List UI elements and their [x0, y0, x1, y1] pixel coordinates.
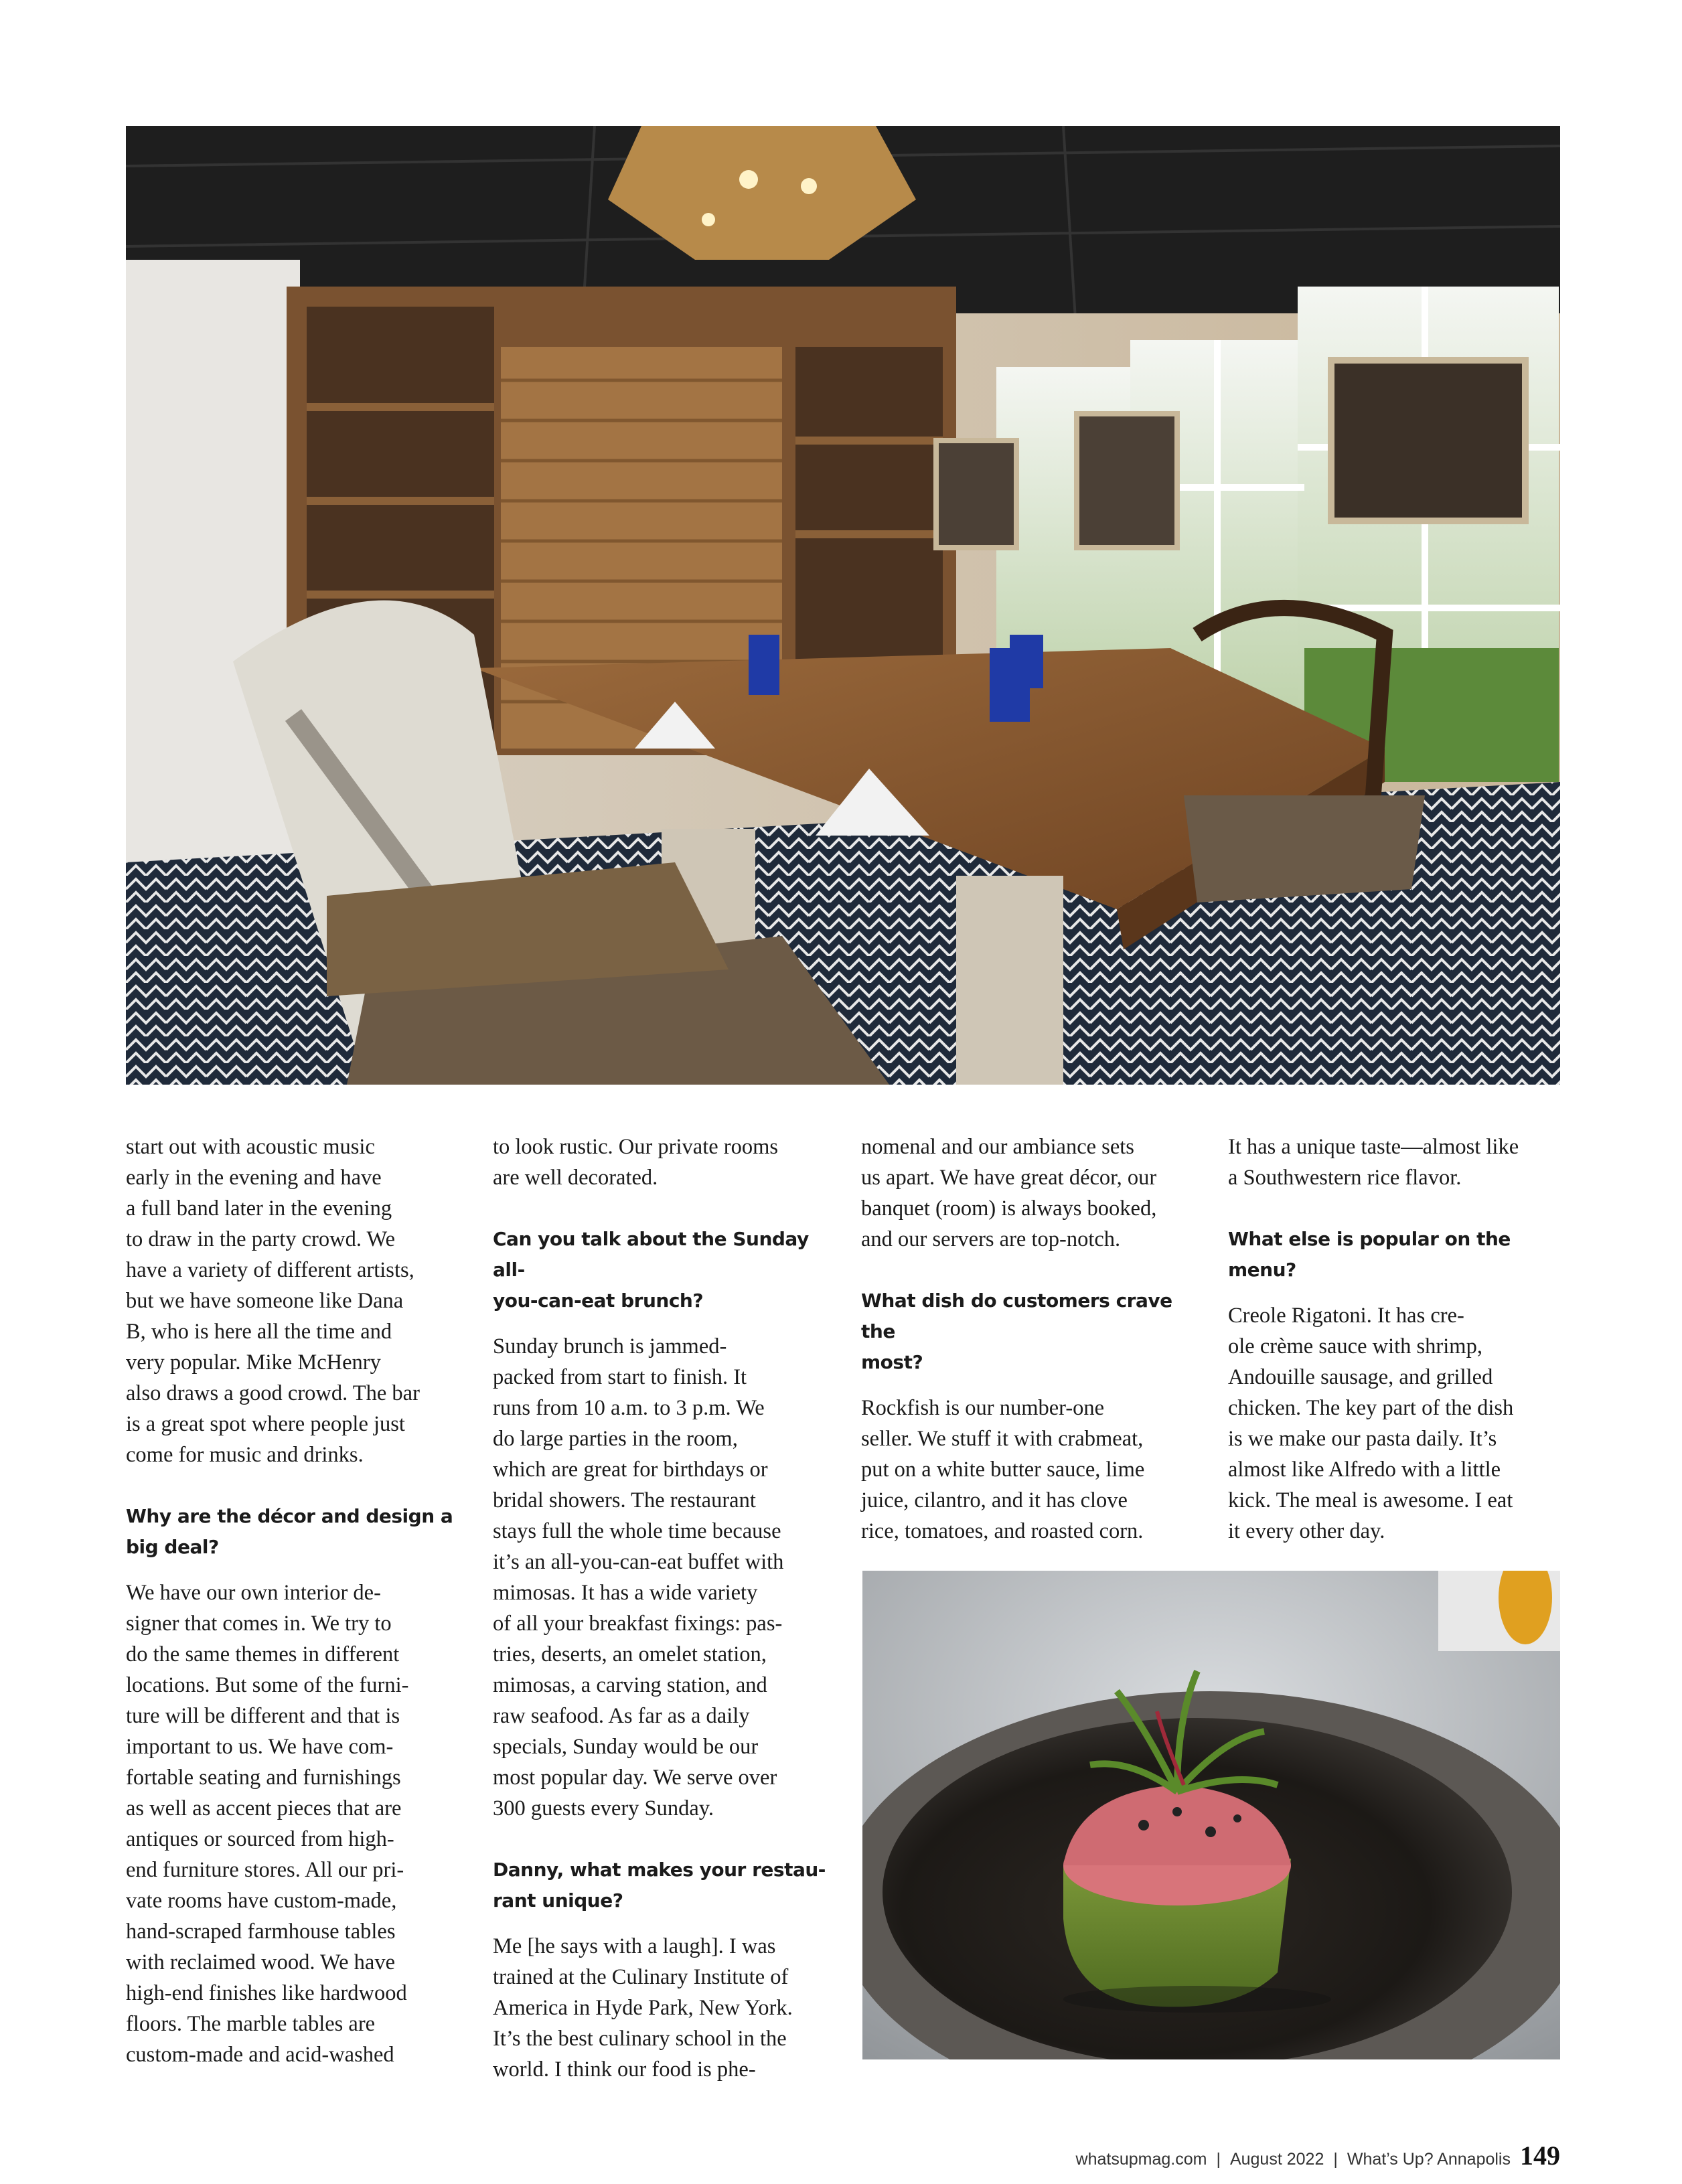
- text-column-2: [493, 1132, 828, 2085]
- body-paragraph: start out with acoustic music early in the evening and have a full band later in the evening to draw in the party crowd. We have a variety of different artists, but we have someone like Dana B, who is here all the time and very popular. Mike McHenry also draws a good crowd. The bar is a great spot where people just come for music and drinks.: [126, 1135, 420, 1467]
- interview-question: Why are the décor and design a big deal?: [126, 1505, 453, 1558]
- footer-issue: August 2022: [1229, 2150, 1324, 2169]
- tartare-dish-photo: [862, 1571, 1560, 2059]
- body-paragraph: to look rustic. Our private rooms are well decorated.: [493, 1135, 779, 1190]
- footer-site: whatsupmag.com: [1075, 2150, 1207, 2169]
- body-paragraph: Creole Rigatoni. It has cre- ole crème sauce with shrimp, Andouille sausage, and grilled chicken. The key part of the dish is we make our pasta daily. It’s almost like Alfredo with a little kick. The meal is awesome. I eat it every other day.: [1228, 1304, 1514, 1543]
- interview-question: Can you talk about the Sunday all- you-can-eat brunch?: [493, 1228, 809, 1312]
- body-paragraph: Rockfish is our number-one seller. We stuff it with crabmeat, put on a white butter sauce, lime juice, cilantro, and it has clove rice, tomatoes, and roasted corn.: [861, 1396, 1145, 1543]
- dining-room-photo: [126, 126, 1560, 1085]
- page-number: 149: [1520, 2140, 1560, 2171]
- body-paragraph: It has a unique taste—almost like a Southwestern rice flavor.: [1228, 1135, 1519, 1190]
- body-paragraph: Me [he says with a laugh]. I was trained at the Culinary Institute of America in Hyde Park, New York. It’s the best culinary school in the world. I think our food is phe-: [493, 1934, 793, 2082]
- page-footer: [1076, 2140, 1560, 2171]
- body-paragraph: Sunday brunch is jammed- packed from start to finish. It runs from 10 a.m. to 3 p.m. We do large parties in the room, which are great for birthdays or bridal showers. The restaurant stays full the whole time because it’s an all-you-can-eat buffet with mimosas. It has a wide variety of all your breakfast fixings: pas- tries, deserts, an omelet station, mimosas, a carving station, and raw seafood. As far as a daily specials, Sunday would be our most popular day. We serve over 300 guests every Sunday.: [493, 1334, 784, 1820]
- body-paragraph: We have our own interior de- signer that comes in. We try to do the same themes in different locations. But some of the furni- ture will be different and that is important to us. We have com- fortable seating and furnishings as well as accent pieces that are antiques or sourced from high- end furniture stores. All our pri- vate rooms have custom-made, hand-scraped farmhouse tables with reclaimed wood. We have high-end finishes like hardwood floors. The marble tables are custom-made and acid-washed: [126, 1581, 409, 2067]
- dining-room-illustration: [126, 126, 1560, 1085]
- body-paragraph: nomenal and our ambiance sets us apart. We have great décor, our banquet (room) is always booked, and our servers are top-notch.: [861, 1135, 1157, 1251]
- interview-question: What dish do customers crave the most?: [861, 1290, 1172, 1373]
- text-column-4: [1228, 1132, 1563, 1547]
- footer-separator: |: [1216, 2150, 1221, 2169]
- interview-question: What else is popular on the menu?: [1228, 1228, 1511, 1281]
- interview-question: Danny, what makes your restau- rant unique?: [493, 1859, 826, 1912]
- footer-publication: What’s Up? Annapolis: [1347, 2150, 1511, 2169]
- tartare-dish-illustration: [862, 1571, 1560, 2059]
- text-column-1: [126, 1132, 461, 2070]
- text-column-3: [861, 1132, 1196, 1547]
- footer-separator: |: [1333, 2150, 1338, 2169]
